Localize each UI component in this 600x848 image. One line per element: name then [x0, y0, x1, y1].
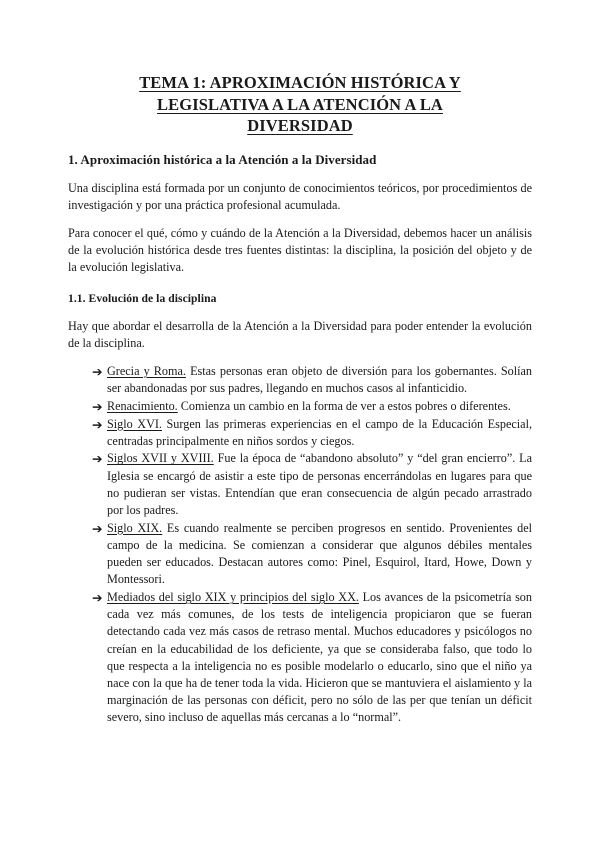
document-title: [68, 72, 532, 137]
document-title-line-1: TEMA 1: APROXIMACIÓN HISTÓRICA Y: [139, 73, 461, 92]
list-item-text: Es cuando realmente se perciben progresos en sentido. Provenientes del campo de la medicina. Se comienzan a considerar que algunos débiles mentales pueden ser educados. Destacan autores como: Pinel, Esquirol, Itard, Howe, Down y Montessori.: [107, 520, 532, 587]
evolution-bullet-list: [68, 363, 532, 727]
arrow-right-icon: ➔: [92, 363, 103, 379]
list-item-lead: Renacimiento.: [107, 398, 178, 413]
arrow-right-icon: ➔: [92, 416, 103, 432]
list-item-lead: Siglo XVI.: [107, 416, 162, 431]
list-item: [68, 416, 532, 450]
list-item-lead: Siglo XIX.: [107, 520, 163, 535]
list-item-text: Estas personas eran objeto de diversión para los gobernantes. Solían ser abandonadas por sus padres, llegando en muchos casos al infanticidio.: [107, 363, 532, 396]
section-heading-1: 1. Aproximación histórica a la Atención a la Diversidad: [68, 151, 377, 167]
subsection-intro-paragraph: Hay que abordar el desarrolla de la Atención a la Diversidad para poder entender la evolución de la disciplina.: [68, 318, 532, 350]
list-item-text: Los avances de la psicometría son cada vez más comunes, de los tests de inteligencia propiciaron que se fueran detectando cada vez más casos de retraso mental. Muchos educadores y psicólogos no creían en la educabilidad de los deficiente, ya que se consideraba falso, que todo lo que respecta a la inteligencia no es posible modelarlo o educarlo, sino que el niño ya nace con la que ha de tener toda la vida. Hicieron que se mantuviera el aislamiento y la marginación de las personas con déficit, pero no sólo de las per que tenían un déficit severo, sino incluso de aquellas más cercanas a lo “normal”.: [107, 590, 532, 725]
list-item-text: Comienza un cambio en la forma de ver a estos pobres o diferentes.: [177, 398, 511, 413]
list-item: [68, 520, 532, 589]
list-item: [68, 450, 532, 519]
subsection-heading-1-1: 1.1. Evolución de la disciplina: [68, 291, 217, 305]
list-item-lead: Siglos XVII y XVIII.: [107, 451, 214, 466]
arrow-right-icon: ➔: [92, 520, 103, 536]
list-item-text: Fue la época de “abandono absoluto” y “del gran encierro”. La Iglesia se encargó de asistir a este tipo de personas encerrándolas en lugares para que no pudieran ser vistas. Entendían que eran consecuencia de algún pecado arrastrado por los padres.: [107, 451, 532, 518]
arrow-right-icon: ➔: [92, 398, 103, 414]
document-title-line-3: DIVERSIDAD: [247, 116, 353, 135]
list-item-text: Surgen las primeras experiencias en el campo de la Educación Especial, centradas principalmente en niños sordos y ciegos.: [107, 416, 533, 448]
list-item-lead: Grecia y Roma.: [107, 363, 186, 378]
list-item: [68, 589, 532, 727]
arrow-right-icon: ➔: [92, 590, 103, 606]
document-title-line-2: LEGISLATIVA A LA ATENCIÓN A LA: [157, 94, 443, 114]
list-item: [68, 363, 532, 397]
section-paragraph-2: Para conocer el qué, cómo y cuándo de la Atención a la Diversidad, debemos hacer un análisis de la evolución histórica desde tres fuentes distintas: la disciplina, la posición del objeto y de la evolución legislativa.: [68, 225, 532, 275]
section-paragraph-1: Una disciplina está formada por un conjunto de conocimientos teóricos, por procedimientos de investigación y por una práctica profesional acumulada.: [68, 180, 532, 212]
list-item: [68, 398, 532, 415]
arrow-right-icon: ➔: [92, 451, 103, 467]
list-item-lead: Mediados del siglo XIX y principios del siglo XX.: [107, 590, 359, 605]
